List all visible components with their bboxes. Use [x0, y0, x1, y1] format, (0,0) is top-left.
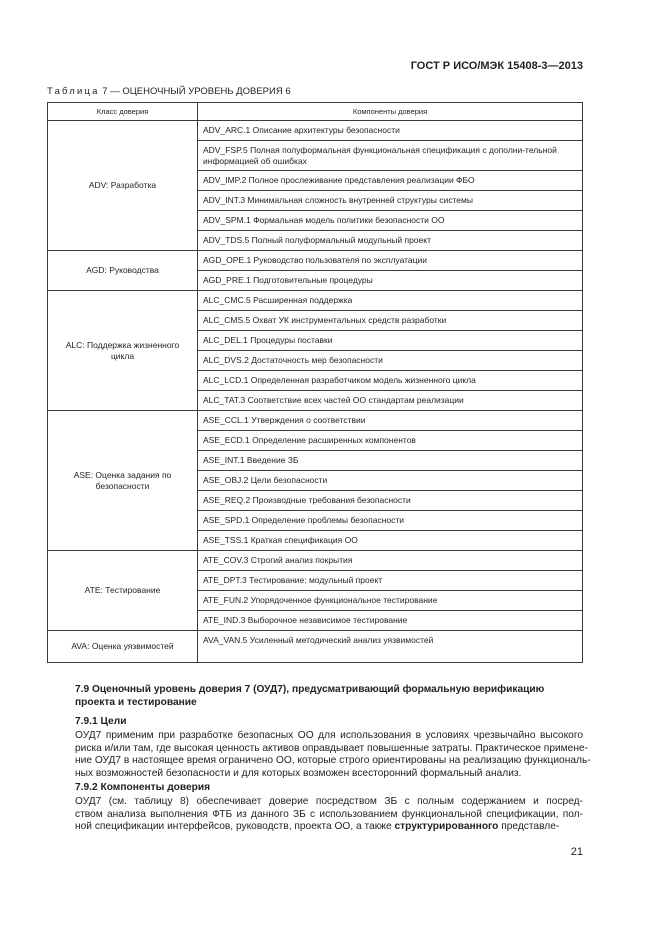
component-cell: ASE_TSS.1 Краткая спецификация ОО [198, 531, 583, 551]
component-cell: ASE_ECD.1 Определение расширенных компонентов [198, 431, 583, 451]
component-cell: ALC_LCD.1 Определенная разработчиком модель жизненного цикла [198, 371, 583, 391]
paragraph-line: риска и/или там, где высокая ценность активов оправдывает повышенные затраты. Практическое примене- [75, 742, 589, 754]
component-cell: ALC_CMC.5 Расширенная поддержка [198, 291, 583, 311]
component-cell: ALC_DVS.2 Достаточность мер безопасности [198, 351, 583, 371]
component-cell: ALC_DEL.1 Процедуры поставки [198, 331, 583, 351]
table-caption [47, 86, 291, 97]
component-cell: ADV_FSP.5 Полная полуформальная функциональная спецификация с дополни-тельной информацией об ошибках [198, 141, 583, 171]
paragraph-text: представле- [498, 821, 560, 832]
class-cell-ate: ATE: Тестирование [48, 551, 198, 631]
table-row [48, 411, 583, 431]
component-cell: ADV_IMP.2 Полное прослеживание представления реализации ФБО [198, 171, 583, 191]
table-header-row [48, 103, 583, 121]
class-cell-ava: AVA: Оценка уязвимостей [48, 631, 198, 663]
subsection-heading-goals: 7.9.1 Цели [75, 716, 127, 727]
component-cell: ATE_COV.3 Строгий анализ покрытия [198, 551, 583, 571]
component-cell: AGD_OPE.1 Руководство пользователя по эксплуатации [198, 251, 583, 271]
component-cell: ADV_ARC.1 Описание архитектуры безопасности [198, 121, 583, 141]
emphasis-text: структурированного [394, 821, 499, 832]
table-row [48, 631, 583, 663]
class-cell-ase: ASE: Оценка задания по безопасности [48, 411, 198, 551]
paragraph-text: ной спецификации интерфейсов, руководств, проекта ОО, а также [75, 821, 392, 832]
component-cell: ASE_CCL.1 Утверждения о соответствии [198, 411, 583, 431]
table-row [48, 251, 583, 271]
section-heading: 7.9 Оценочный уровень доверия 7 (ОУД7), предусматривающий формальную верификацию проекта и тестирование [75, 684, 545, 708]
standard-id: ГОСТ Р ИСО/МЭК 15408-3—2013 [410, 60, 583, 72]
class-cell-adv: ADV: Разработка [48, 121, 198, 251]
component-cell: ADV_INT.3 Минимальная сложность внутренней структуры системы [198, 191, 583, 211]
component-cell: ALC_CMS.5 Охват УК инструментальных средств разработки [198, 311, 583, 331]
table-row [48, 291, 583, 311]
paragraph-line-mixed [75, 821, 583, 834]
component-cell: ADV_TDS.5 Полный полуформальный модульный проект [198, 231, 583, 251]
component-cell: AVA_VAN.5 Усиленный методический анализ уязвимостей [198, 631, 583, 663]
paragraph-components [75, 796, 583, 834]
component-cell: AGD_PRE.1 Подготовительные процедуры [198, 271, 583, 291]
col-header-components: Компоненты доверия [198, 103, 583, 121]
paragraph-line: ОУД7 (см. таблицу 8) обеспечивает доверие посредством ЗБ с полным содержанием и посред- [75, 796, 583, 807]
component-cell: ATE_IND.3 Выборочное независимое тестирование [198, 611, 583, 631]
class-cell-agd: AGD: Руководства [48, 251, 198, 291]
component-cell: ASE_INT.1 Введение ЗБ [198, 451, 583, 471]
component-cell: ATE_FUN.2 Упорядоченное функциональное тестирование [198, 591, 583, 611]
component-cell: ASE_SPD.1 Определение проблемы безопасности [198, 511, 583, 531]
subsection-heading-components: 7.9.2 Компоненты доверия [75, 782, 211, 793]
component-cell: ASE_REQ.2 Производные требования безопасности [198, 491, 583, 511]
caption-title: 7 — ОЦЕНОЧНЫЙ УРОВЕНЬ ДОВЕРИЯ 6 [99, 86, 291, 97]
component-cell: ASE_OBJ.2 Цели безопасности [198, 471, 583, 491]
component-cell: ALC_TAT.3 Соответствие всех частей ОО стандартам реализации [198, 391, 583, 411]
paragraph-goals [75, 730, 591, 780]
component-cell: ADV_SPM.1 Формальная модель политики безопасности ОО [198, 211, 583, 231]
class-cell-alc: ALC: Поддержка жизненного цикла [48, 291, 198, 411]
paragraph-line: ние ОУД7 в настоящее время ограничено ОО, которые строго ориентированы на реализацию функциональ- [75, 755, 591, 766]
col-header-class: Класс доверия [48, 103, 198, 121]
table-row [48, 551, 583, 571]
component-cell: ATE_DPT.3 Тестирование: модульный проект [198, 571, 583, 591]
table-row [48, 121, 583, 141]
paragraph-line: ОУД7 применим при разработке безопасных ОО для использования в условиях чрезвычайно высокого [75, 730, 583, 741]
page-number: 21 [570, 846, 583, 858]
paragraph-line: ством анализа выполнения ФТБ из данного ЗБ с использованием функциональной спецификации, пол- [75, 808, 583, 820]
assurance-table [47, 102, 583, 663]
paragraph-line: ных возможностей безопасности и для которых возможен всесторонний формальный анализ. [75, 767, 522, 779]
caption-prefix: Таблица [47, 86, 100, 97]
